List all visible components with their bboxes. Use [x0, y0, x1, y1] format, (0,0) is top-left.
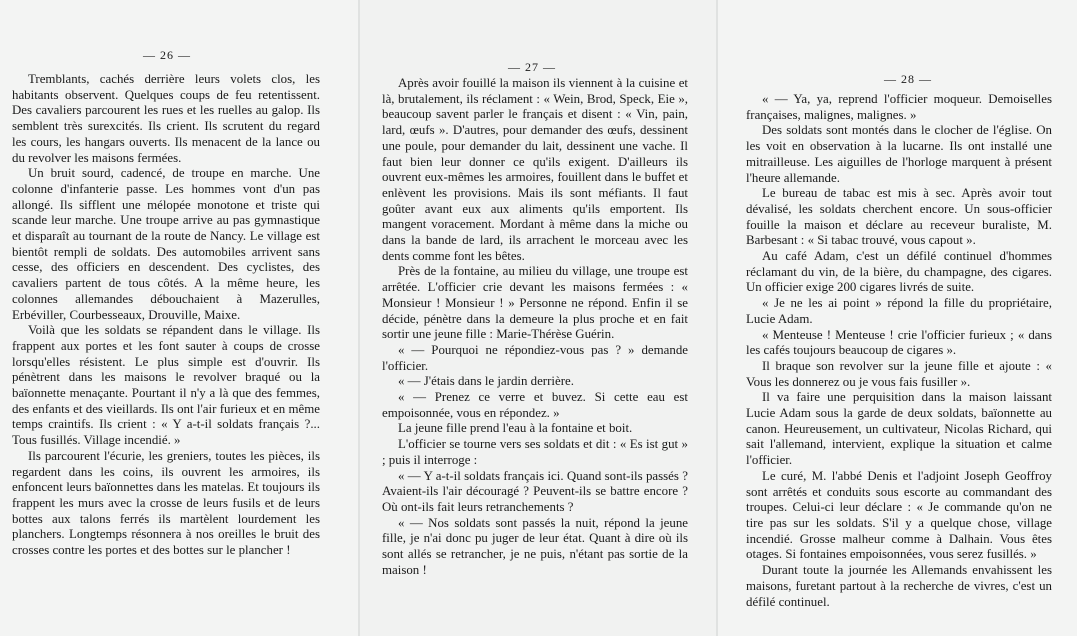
paragraph: La jeune fille prend l'eau à la fontaine et boit. — [398, 421, 633, 436]
page-number: — 28 — — [884, 72, 932, 86]
page-body — [382, 76, 688, 579]
page-fold — [716, 0, 718, 636]
page-number: — 27 — — [508, 60, 556, 74]
paragraph: « Menteuse ! Menteuse ! crie l'officier furieux ; « dans les cafés toujours beaucoup de cigares ». — [746, 327, 1052, 358]
page-26 — [0, 0, 358, 636]
paragraph: Tremblants, cachés derrière leurs volets clos, les habitants observent. Quelques coups de feu retentissent. Des cavaliers parcourent les rues et les ruelles au galop. Ils semblent très surexcités. Ils crient. Ils scrutent du regard les cours, les hangars ouverts. Ils menacent de la lance ou du revolver les maisons fermées. — [12, 72, 320, 165]
paragraph: Le bureau de tabac est mis à sec. Après avoir tout dévalisé, les soldats cherchent encore. Un sous-officier fouille la maison et déclare au receveur buraliste, M. Barbesant : « Si tabac trouvé, vous capout ». — [746, 186, 1052, 248]
page-28 — [716, 0, 1077, 636]
page-fold — [358, 0, 360, 636]
page-body — [12, 72, 320, 559]
paragraph: Près de la fontaine, au milieu du village, une troupe est arrêtée. L'officier crie devant les maisons fermées : « Monsieur ! Monsieur ! » Personne ne répond. Enfin il se décide, pénètre dans la demeure la plus proche et en fait sortir une jeune fille : Marie-Thérèse Guérin. — [382, 264, 688, 342]
paragraph: « — Prenez ce verre et buvez. Si cette eau est empoisonnée, vous en répondez. » — [382, 390, 688, 420]
paragraph: Le curé, M. l'abbé Denis et l'adjoint Joseph Geoffroy sont arrêtés et conduits sous escorte au commandant des troupes. Celui-ci leur déclare : « Je commande qu'on ne tire pas sur les soldats. S'il y a quelque chose, village incendié. Grosse malheur comme à Dalhain. Vous êtes otages. Si fontaines empoisonnées, vous serez fusillés. » — [746, 468, 1052, 562]
paragraph: « — Ya, ya, reprend l'officier moqueur. Demoiselles françaises, malignes, malignes. » — [746, 92, 1052, 122]
paragraph: Après avoir fouillé la maison ils viennent à la cuisine et là, brutalement, ils réclament : « Wein, Brod, Speck, Eie », beaucoup savent parler le français et disent : « Vin, pain, lard, œufs ». D'autres, pour demander des œufs, dessinent une poule, pour demander du lait, dessinent une vache. Il faut bien leur donner ce qu'ils exigent. D'ailleurs ils ouvrent eux-mêmes les armoires, fouillent dans le buffet et enlèvent les provisions. Mais ils sont méfiants. Il faut goûter avant eux aux aliments qu'ils emportent. Ils mangent voracement. Mordant à même dans la miche ou dans la bande de lard, ils arrachent le morceau avec les dents comme font les bêtes. — [382, 76, 688, 263]
paragraph: Un bruit sourd, cadencé, de troupe en marche. Une colonne d'infanterie passe. Les hommes vont d'un pas allongé. Ils sifflent une mélopée monotone et triste qui scande leur marche. Une troupe arrive au pas gymnastique et disparaît au tournant de la route de Nancy. Le village est bientôt rempli de soldats. Des automobiles arrivent sans cesse, des officiers en descendent. Des cyclistes, des cavaliers partent de tous côtés. A la même heure, les colonnes allemandes débouchaient à Mazerulles, Erbéviller, Courbesseaux, Drouville, Maixe. — [12, 166, 320, 322]
paragraph: Des soldats sont montés dans le clocher de l'église. On les voit en observation à la lucarne. Ils ont installé une mitrailleuse. Les aiguilles de l'horloge marquent à présent l'heure allemande. — [746, 123, 1052, 185]
paragraph: Au café Adam, c'est un défilé continuel d'hommes réclamant du vin, de la bière, du champagne, des cigares. Un officier exige 200 cigares livrés de suite. — [746, 249, 1052, 295]
paragraph: « — J'étais dans le jardin derrière. — [398, 374, 574, 389]
page-body — [746, 92, 1052, 610]
page-27 — [358, 0, 716, 636]
paragraph: Il braque son revolver sur la jeune fille et ajoute : « Vous les donnerez ou je vous fais fusiller ». — [746, 358, 1052, 389]
paragraph: « — Nos soldats sont passés la nuit, répond la jeune fille, je n'ai donc pu juger de leur état. Quant à dire où ils sont allés se retrancher, je ne puis, n'étant pas sortie de la maison ! — [382, 515, 688, 577]
paragraph: Il va faire une perquisition dans la maison laissant Lucie Adam sous la garde de deux soldats, baïonnette au canon. Heureusement, un cultivateur, Nicolas Richard, qui sait l'allemand, intervient, explique la situation et calme l'officier. — [746, 390, 1052, 468]
paragraph: Voilà que les soldats se répandent dans le village. Ils frappent aux portes et les font sauter à coups de crosse lorsqu'elles résistent. Le plus simple est d'ouvrir. Ils pénètrent dans les maisons le revolver braqué ou la baïonnette menaçante. Pourtant il n'y a là que des femmes, des enfants et des vieillards. Ils ont l'air furieux et en même temps craintifs. Ils crient : « Y a-t-il soldats français ?... Tous fusillés. Village incendié. » — [12, 323, 320, 448]
paragraph: « — Y a-t-il soldats français ici. Quand sont-ils passés ? Avaient-ils l'air découragé ? Peuvent-ils se battre encore ? Où ont-ils fait leurs retranchements ? — [382, 468, 688, 514]
page-number: — 26 — — [143, 48, 191, 62]
paragraph: « Je ne les ai point » répond la fille du propriétaire, Lucie Adam. — [746, 296, 1052, 326]
paragraph: Durant toute la journée les Allemands envahissent les maisons, furetant partout à la recherche de vivres, c'est un défilé continuel. — [746, 563, 1052, 609]
paragraph: « — Pourquoi ne répondiez-vous pas ? » demande l'officier. — [382, 342, 688, 373]
paragraph: Ils parcourent l'écurie, les greniers, toutes les pièces, ils regardent dans les coins, ils ouvrent les armoires, ils enfoncent leurs baïonnettes dans les matelas. Et toujours ils frappent les murs avec la crosse de leurs fusils et de leurs bottes aux talons ferrés ils martèlent lourdement les planchers. Longtemps résonnera à nos oreilles le bruit des crosses contre les portes et des bottes sur le plancher ! — [12, 448, 320, 558]
paragraph: L'officier se tourne vers ses soldats et dit : « Es ist gut » ; puis il interroge : — [382, 437, 688, 467]
